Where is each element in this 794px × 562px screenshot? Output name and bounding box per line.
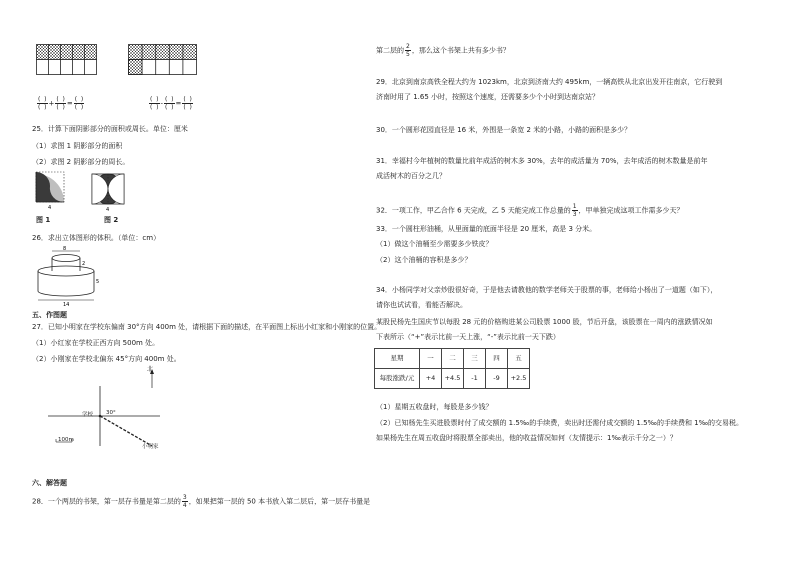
q25-title: 25．计算下面阴影部分的面积或周长。单位：厘米	[32, 125, 188, 133]
q25-figure-1	[34, 170, 68, 210]
table-header-cell: 星期	[375, 349, 420, 369]
q28-pre: 28．一个两层的书架，第一层存书量是第二层的	[32, 497, 181, 506]
q29-line2: 济南时用了 1.65 小时，按照这个速度，还需要多少个小时到达南京站？	[376, 93, 600, 101]
q27-scale-label: 100m	[58, 437, 74, 443]
q26-dim-side-top: 2	[82, 261, 86, 267]
q27-angle-label: 30°	[106, 410, 116, 416]
section-6-heading: 六、解答题	[32, 479, 67, 487]
q34-sub1: （1）星期五收盘时，每股是多少钱？	[376, 403, 493, 411]
q34-line2: 请你也试试看，看能否解决。	[376, 301, 467, 309]
q29-line1: 29．北京到南京高铁全程大约为 1023km，北京到济南大约 495km，一辆高铁从北京出发开往南京，它行驶到	[376, 78, 723, 86]
q28b-den: 5	[406, 51, 410, 58]
q27-line1: 27．已知小明家在学校东偏南 30°方向 400m 处，请根据下面的描述，在平面图上标出小红家和小刚家的位置。	[32, 323, 382, 331]
q28b-num: 2	[406, 43, 410, 50]
q25-fig2-label: 图 2	[104, 216, 119, 224]
q34-sub2: （2）已知杨先生买进股票时付了成交额的 1.5‰的手续费，卖出时还需付成交额的 1.5‰的手续费和 1‰的交易税。	[376, 419, 744, 427]
table-cell: +4.5	[442, 369, 464, 389]
table-header-cell: 二	[442, 349, 464, 369]
q27-north-label: 北	[147, 366, 154, 373]
table-header-cell: 三	[464, 349, 486, 369]
q26-title: 26．求出立体图形的体积。（单位：cm）	[32, 234, 161, 242]
q27-home-label: 小明家	[142, 444, 159, 450]
q32-num: 1	[572, 203, 577, 210]
q26-solid-figure	[30, 245, 102, 307]
q28-den: 4	[182, 502, 187, 509]
section-5-heading: 五、作图题	[32, 311, 67, 319]
q32-post: ，甲单独完成这项工作需多少天？	[578, 206, 684, 215]
q28-line	[32, 494, 370, 509]
q28-num: 3	[182, 494, 187, 501]
fraction-grid-figure-right	[128, 44, 198, 76]
q28b-pre: 第二层的	[376, 46, 404, 55]
q32-line	[376, 203, 684, 218]
table-header-row	[375, 349, 530, 369]
q25-figure-2	[88, 172, 130, 212]
fraction-grid-figure-left	[36, 44, 98, 76]
q26-dim-bottom: 14	[63, 302, 70, 307]
q25-fig2-dim: 4	[106, 207, 110, 212]
stock-change-table	[374, 348, 530, 389]
q33-line1: 33．一个圆柱形油桶，从里面量的底面半径是 20 厘米，高是 3 分米。	[376, 225, 597, 233]
q33-line3: （2）这个油桶的容积是多少？	[376, 256, 472, 264]
q27-school-label: 学校	[82, 412, 94, 418]
table-header-cell: 一	[420, 349, 442, 369]
table-row-label: 每股涨跌/元	[375, 369, 420, 389]
q28-post: ，如果把第一层的 50 本书放入第二层后，第一层存书量是	[188, 497, 371, 506]
q30: 30．一个圆形花园直径是 16 米，外围是一条宽 2 米的小路，小路的面积是多少？	[376, 126, 632, 134]
table-header-cell: 五	[508, 349, 530, 369]
q25-sub2: （2）求图 2 阴影部分的周长。	[32, 158, 130, 166]
table-cell: -9	[486, 369, 508, 389]
q25-fig1-dim: 4	[48, 205, 52, 210]
table-cell: +2.5	[508, 369, 530, 389]
q33-line2: （1）做这个油桶至少需要多少铁皮？	[376, 240, 493, 248]
q28b-line	[376, 43, 510, 58]
q34-sub3: 如果杨先生在周五收盘时将股票全部卖出，他的收益情况如何（友情提示：1‰表示千分之一）？	[376, 434, 677, 442]
table-row	[375, 369, 530, 389]
q26-dim-top: 8	[63, 246, 67, 252]
q28b-post: ，那么这个书架上共有多少书？	[411, 46, 510, 55]
fraction-blanks-left: $\frac{( )}{( )}$ + $\frac{( )}{( )}$ = $\frac{( )}{( )}$	[38, 96, 84, 111]
q26-dim-side: 5	[96, 279, 100, 285]
q31-line1: 31．幸福村今年植树的数量比前年成活的树木多 30%，去年的成活量为 70%，去年成活的树木数量是前年	[376, 157, 708, 165]
q25-sub1: （1）求图 1 阴影部分的面积	[32, 142, 123, 150]
q27-line3: （2）小刚家在学校北偏东 45°方向 400m 处。	[32, 355, 181, 363]
fraction-blanks-right: $\frac{( )}{( )}$ - $\frac{( )}{( )}$ = $\frac{( )}{( )}$	[150, 96, 192, 111]
q34-line3: 某股民杨先生国庆节以每股 28 元的价格购进某公司股票 1000 股，节后开盘，该股票在一周内的涨跌情况如	[376, 318, 713, 326]
q32-den: 3	[572, 211, 577, 218]
q25-fig1-label: 图 1	[36, 216, 51, 224]
q32-pre: 32．一项工作，甲乙合作 6 天完成，乙 5 天能完成工作总量的	[376, 206, 571, 215]
table-cell: -1	[464, 369, 486, 389]
table-cell: +4	[420, 369, 442, 389]
q34-line1: 34．小杨同学对父亲炒股很好奇，于是他去请教他的数学老师关于股票的事，老师给小杨出了一道题（如下），	[376, 286, 718, 294]
q34-line4: 下表所示（“+”表示比前一天上涨，“-”表示比前一天下跌）	[376, 333, 560, 341]
q27-line2: （1）小红家在学校正西方向 500m 处。	[32, 339, 160, 347]
table-header-cell: 四	[486, 349, 508, 369]
q31-line2: 成活树木的百分之几？	[376, 172, 446, 180]
